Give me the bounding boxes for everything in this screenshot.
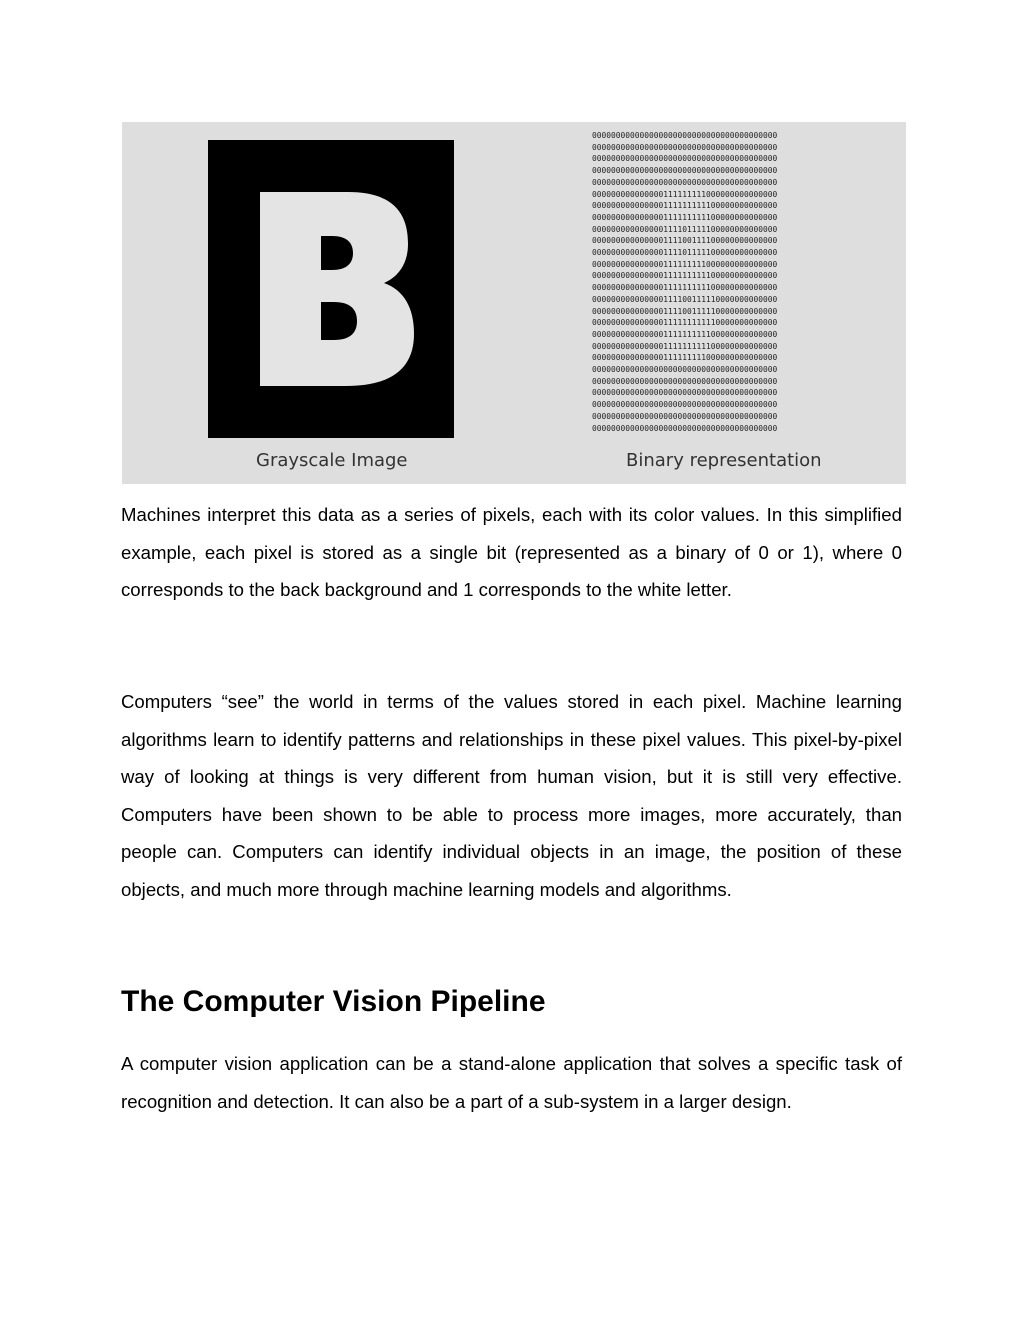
grayscale-image [208,140,454,438]
binary-representation: 000000000000000000000000000000000000000 000000000000000000000000000000000000000 000000000000000000000000000000000000000 000000000000000000000000000000000000000 000000000000000000000000000000000000000 000000000000000111111111000000000000000 000000000000000111111111100000000000000 000000000000000111111111100000000000000 000000000000000111101111100000000000000 000000000000000111100111100000000000000 000000000000000111101111100000000000000 000000000000000111111111000000000000000 000000000000000111111111100000000000000 000000000000000111111111100000000000000 000000000000000111100111110000000000000 000000000000000111100111110000000000000 000000000000000111111111110000000000000 000000000000000111111111100000000000000 000000000000000111111111100000000000000 000000000000000111111111000000000000000 000000000000000000000000000000000000000 000000000000000000000000000000000000000 000000000000000000000000000000000000000 000000000000000000000000000000000000000 000000000000000000000000000000000000000 000000000000000000000000000000000000000 [592,131,778,433]
paragraph-computers-see: Computers “see” the world in terms of the values stored in each pixel. Machine learning algorithms learn to identify patterns and relationships in these pixel values. This pixel-by-pixel way of looking at things is very different from human vision, but it is still very effective. Computers have been shown to be able to process more images, more accurately, than people can. Computers can identify individual objects in an image, the position of these objects, and much more through machine learning models and algorithms. [121,691,902,900]
binary-representation-label: Binary representation [626,450,822,471]
figure-grayscale-binary [122,122,906,484]
section-heading: The Computer Vision Pipeline [121,985,546,1018]
paragraph-pixels: Machines interpret this data as a series of pixels, each with its color values. In this simplified example, each pixel is stored as a single bit (represented as a binary of 0 or 1), where 0 corresponds to the back background and 1 corresponds to the white letter. [121,504,902,601]
paragraph-application: A computer vision application can be a stand-alone application that solves a specific task of recognition and detection. It can also be a part of a sub-system in a larger design. [121,1053,902,1112]
grayscale-image-label: Grayscale Image [256,450,408,471]
letter-b-image [208,140,454,438]
